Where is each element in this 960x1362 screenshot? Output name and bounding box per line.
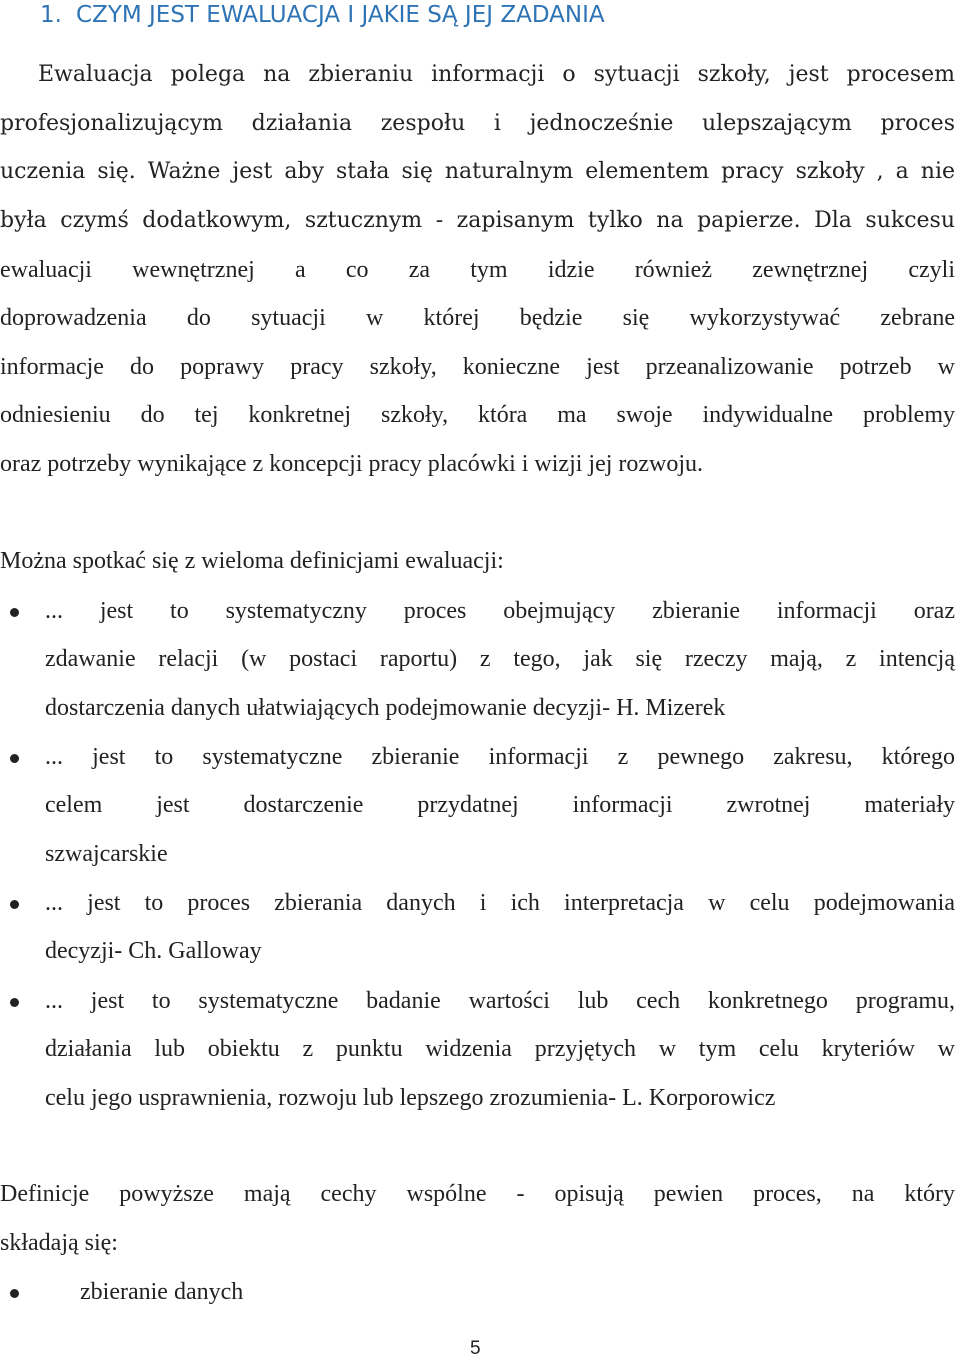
paragraph-line: składają się: bbox=[0, 1230, 118, 1256]
heading-title: CZYM JEST EWALUACJA I JAKIE SĄ JEJ ZADANIA bbox=[76, 2, 605, 28]
definitions-intro: Można spotkać się z wieloma definicjami ewaluacji: bbox=[0, 548, 504, 574]
list-item-line: celu jego usprawnienia, rozwoju lub lepszego zrozumienia- L. Korporowicz bbox=[45, 1085, 776, 1111]
list-item-line: ... jest to systematyczne zbieranie informacji z pewnego zakresu, którego bbox=[45, 744, 955, 770]
heading-number: 1. bbox=[40, 2, 62, 28]
bullet-icon bbox=[10, 998, 19, 1007]
bullet-icon bbox=[10, 900, 19, 909]
list-item-line: zdawanie relacji (w postaci raportu) z tego, jak się rzeczy mają, z intencją bbox=[45, 646, 955, 672]
paragraph-line: Ewaluacja polega na zbieraniu informacji o sytuacji szkoły, jest procesem bbox=[38, 62, 955, 87]
list-item-line: działania lub obiektu z punktu widzenia przyjętych w tym celu kryteriów w bbox=[45, 1036, 955, 1062]
paragraph-line: doprowadzenia do sytuacji w której będzie się wykorzystywać zebrane bbox=[0, 305, 955, 331]
list-item-line: ... jest to proces zbierania danych i ich interpretacja w celu podejmowania bbox=[45, 890, 955, 916]
list-item-line: dostarczenia danych ułatwiających podejmowanie decyzji- H. Mizerek bbox=[45, 695, 726, 721]
list-item-line: szwajcarskie bbox=[45, 841, 168, 867]
paragraph-line: profesjonalizującym działania zespołu i jednocześnie ulepszającym proces bbox=[0, 111, 955, 136]
bullet-icon bbox=[10, 608, 19, 617]
paragraph-line: Definicje powyższe mają cechy wspólne - opisują pewien proces, na który bbox=[0, 1181, 955, 1207]
paragraph-line: odniesieniu do tej konkretnej szkoły, która ma swoje indywidualne problemy bbox=[0, 402, 955, 428]
list-item-line: celem jest dostarczenie przydatnej informacji zwrotnej materiały bbox=[45, 792, 955, 818]
paragraph-line: ewaluacji wewnętrznej a co za tym idzie również zewnętrznej czyli bbox=[0, 257, 955, 283]
list-item-line: ... jest to systematyczne badanie wartości lub cech konkretnego programu, bbox=[45, 988, 955, 1014]
list-item-line: decyzji- Ch. Galloway bbox=[45, 938, 262, 964]
list-item-line: ... jest to systematyczny proces obejmujący zbieranie informacji oraz bbox=[45, 598, 955, 624]
bullet-icon bbox=[10, 754, 19, 763]
paragraph-line: oraz potrzeby wynikające z koncepcji pracy placówki i wizji jej rozwoju. bbox=[0, 451, 704, 477]
paragraph-line: informacje do poprawy pracy szkoły, konieczne jest przeanalizowanie potrzeb w bbox=[0, 354, 955, 380]
bullet-icon bbox=[10, 1289, 19, 1298]
paragraph-line: była czymś dodatkowym, sztucznym - zapisanym tylko na papierze. Dla sukcesu bbox=[0, 208, 955, 233]
page-number: 5 bbox=[470, 1338, 481, 1359]
paragraph-line: uczenia się. Ważne jest aby stała się naturalnym elementem pracy szkoły , a nie bbox=[0, 159, 955, 184]
list-item-line: zbieranie danych bbox=[80, 1279, 244, 1305]
